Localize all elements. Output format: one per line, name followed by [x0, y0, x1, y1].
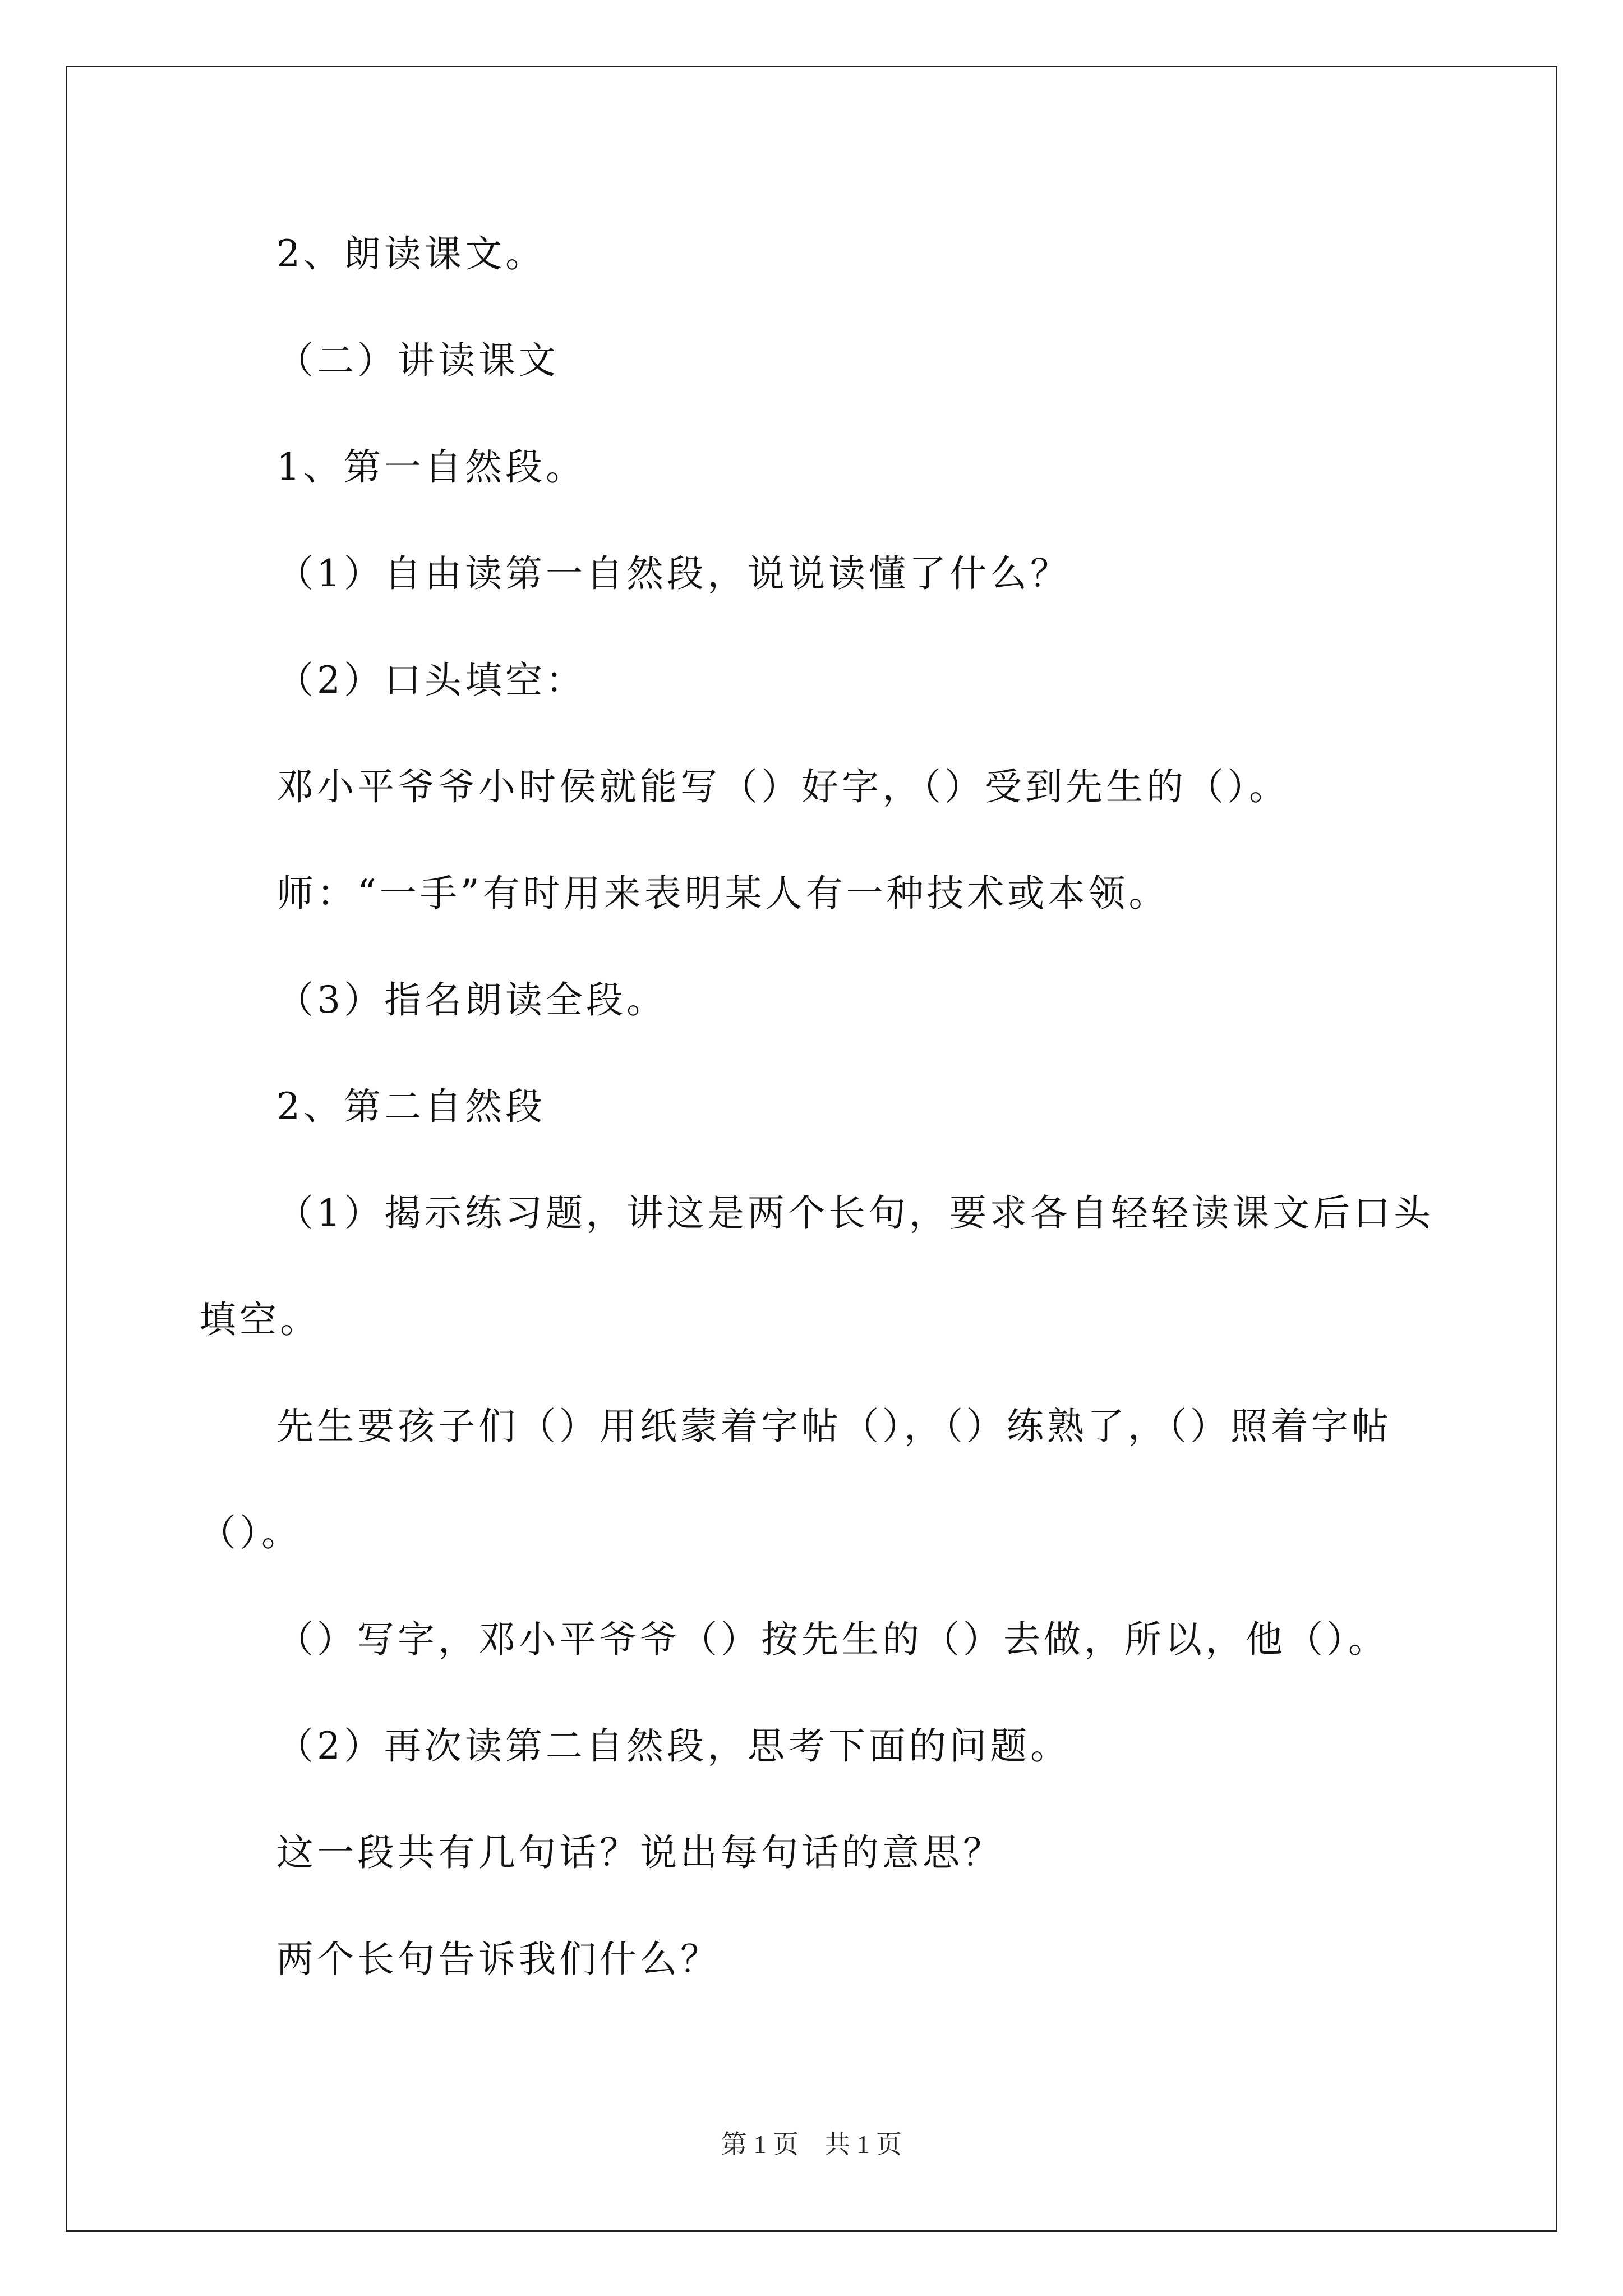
page-number-footer: 第 1 页 共 1 页: [721, 2130, 902, 2159]
paragraph: 1、第一自然段。: [276, 445, 586, 489]
paragraph: （）写字，邓小平爷爷（）按先生的（）去做，所以，他（）。: [276, 1618, 1389, 1661]
paragraph-continuation: （）。: [199, 1511, 302, 1554]
paragraph: （1）揭示练习题，讲这是两个长句，要求各自轻轻读课文后口头: [276, 1191, 1434, 1235]
paragraph: 这一段共有几句话？说出每句话的意思？: [276, 1831, 1003, 1874]
paragraph: 2、朗读课文。: [276, 232, 546, 275]
paragraph-continuation: 填空。: [199, 1298, 320, 1341]
paragraph: 2、第二自然段: [276, 1085, 546, 1128]
paragraph: 邓小平爷爷小时侯就能写（）好字，（）受到先生的（）。: [276, 765, 1289, 808]
paragraph: 两个长句告诉我们什么？: [276, 1938, 721, 1981]
page-border: [66, 66, 1557, 2232]
paragraph: （2）再次读第二自然段，思考下面的问题。: [276, 1724, 1071, 1768]
paragraph: 师：“一手”有时用来表明某人有一种技术或本领。: [276, 872, 1169, 915]
paragraph: （3）指名朗读全段。: [276, 978, 667, 1022]
paragraph: 先生要孩子们（）用纸蒙着字帖（），（）练熟了，（）照着字帖: [276, 1405, 1392, 1448]
section-heading: （二）讲读课文: [276, 339, 559, 382]
paragraph: （2）口头填空：: [276, 659, 586, 702]
paragraph: （1）自由读第一自然段，说说读懂了什么？: [276, 552, 1071, 595]
